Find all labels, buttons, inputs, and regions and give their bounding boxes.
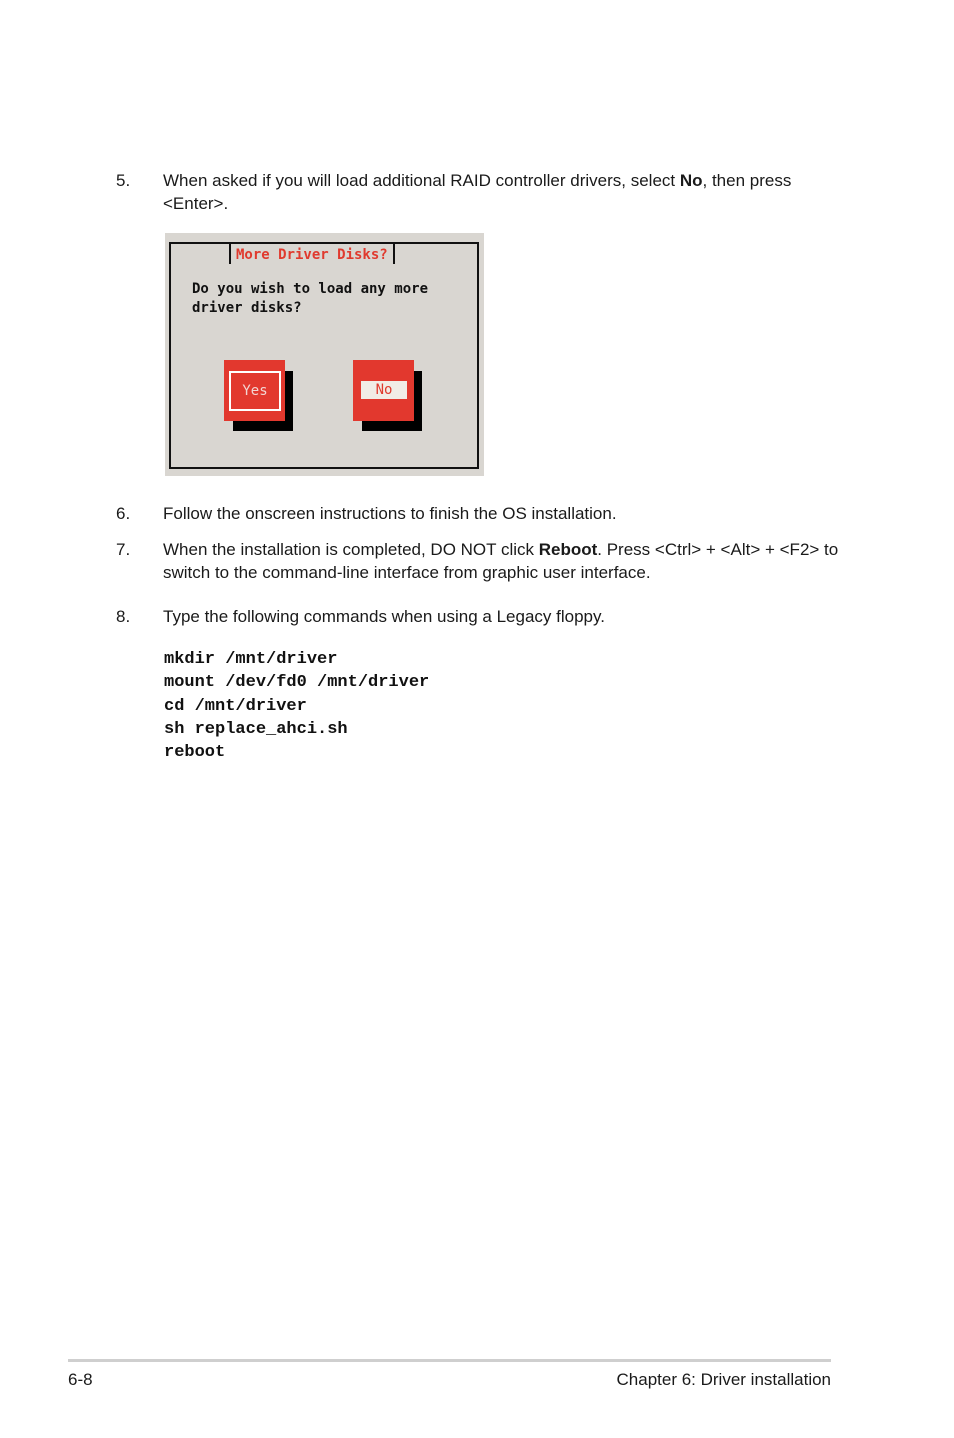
command-block	[164, 648, 429, 764]
yes-button[interactable]	[224, 360, 285, 421]
no-button-label: No	[361, 381, 407, 399]
step-bold-term: Reboot	[538, 540, 598, 559]
step-text-part: When the installation is completed, DO NOT click	[163, 540, 539, 559]
dialog-title: More Driver Disks?	[236, 247, 388, 263]
step-text-part: When asked if you will load additional RAID controller drivers, select	[163, 171, 680, 190]
page-number: 6-8	[68, 1370, 93, 1389]
command-line: mount /dev/fd0 /mnt/driver	[164, 673, 430, 693]
step-text-part: . Press <Ctrl> + <Alt> + <F2> to switch to the command-line interface from graphic user interface.	[163, 540, 839, 582]
step-text-part: , then press <Enter>.	[163, 171, 792, 213]
dialog-frame	[169, 242, 479, 469]
yes-button-label: Yes	[242, 383, 268, 399]
step-text	[163, 169, 843, 215]
yes-button-frame	[229, 371, 281, 411]
command-line: cd /mnt/driver	[164, 696, 307, 716]
footer-divider	[68, 1359, 831, 1362]
command-line: mkdir /mnt/driver	[164, 650, 338, 669]
no-button[interactable]	[353, 360, 414, 421]
more-driver-disks-dialog	[165, 233, 484, 476]
step-number: 6.	[116, 504, 131, 523]
step-bold-term: No	[679, 171, 703, 190]
step-text: Follow the onscreen instructions to finish the OS installation.	[163, 504, 617, 523]
step-text	[163, 538, 843, 584]
dialog-title-bar	[229, 244, 395, 264]
command-line: sh replace_ahci.sh	[164, 719, 348, 739]
step-number: 7.	[116, 540, 131, 559]
step-number: 8.	[116, 607, 131, 626]
command-line: reboot	[164, 743, 226, 763]
chapter-title: Chapter 6: Driver installation	[616, 1370, 831, 1389]
dialog-message: Do you wish to load any more driver disks?	[192, 281, 429, 316]
step-number: 5.	[116, 171, 131, 190]
step-text: Type the following commands when using a Legacy floppy.	[163, 607, 605, 626]
